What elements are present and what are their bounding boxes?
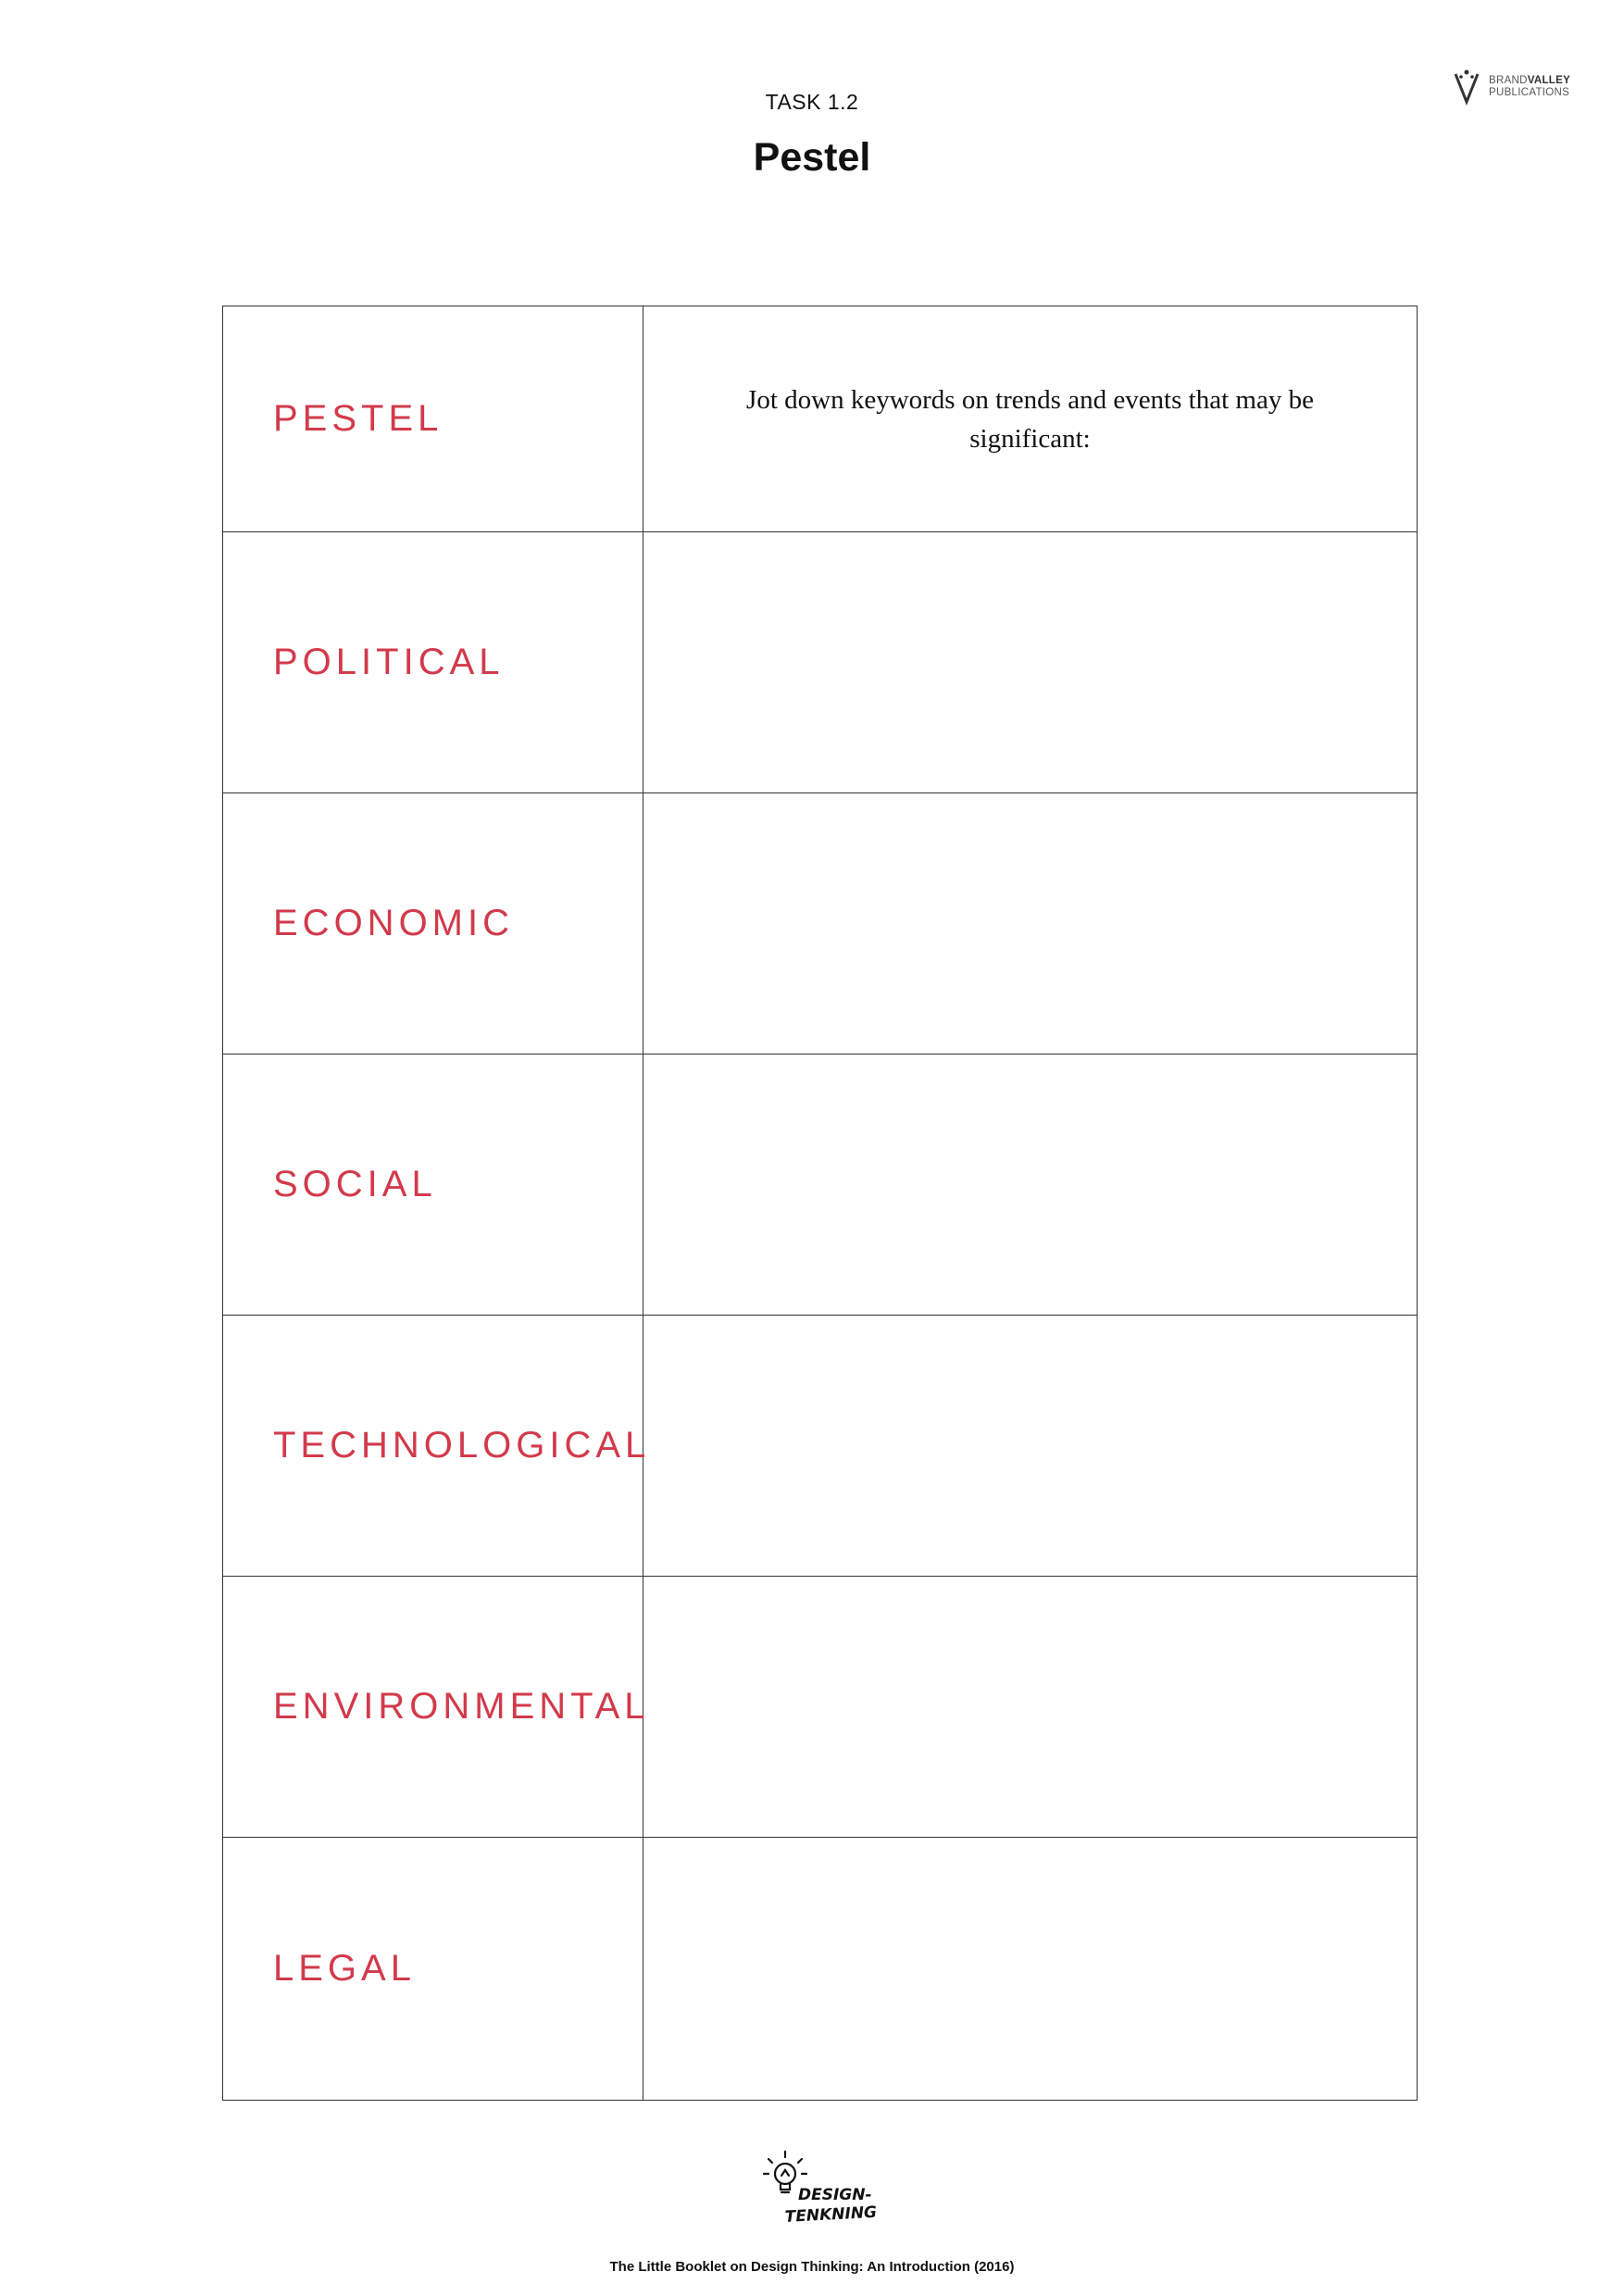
- logo-text-tenkning: TENKNING: [784, 2202, 878, 2227]
- design-tenkning-logo: [761, 2146, 881, 2231]
- table-row: [223, 1577, 1418, 1838]
- row-label-environmental: ENVIRONMENTAL: [223, 1577, 643, 1838]
- table-row: [223, 1054, 1418, 1316]
- logo-text-design: DESIGN-: [798, 2186, 872, 2204]
- table-row: [223, 1838, 1418, 2101]
- table-row: [223, 1316, 1418, 1577]
- row-label-social: SOCIAL: [223, 1054, 643, 1316]
- notes-field-social[interactable]: [643, 1054, 1418, 1316]
- logo-brand: BRAND: [1489, 75, 1528, 86]
- logo-publications: PUBLICATIONS: [1489, 87, 1570, 98]
- task-number: TASK 1.2: [765, 90, 859, 114]
- notes-field-economic[interactable]: [643, 793, 1418, 1054]
- page-title: Pestel: [753, 135, 871, 180]
- table-row: [223, 793, 1418, 1054]
- footer-citation: The Little Booklet on Design Thinking: An Introduction (2016): [609, 2259, 1015, 2275]
- notes-field-political[interactable]: [643, 532, 1418, 793]
- row-label-technological: TECHNOLOGICAL: [223, 1316, 643, 1577]
- instruction-text: Jot down keywords on trends and events that may be significant:: [643, 306, 1418, 532]
- row-label-legal: LEGAL: [223, 1838, 643, 2101]
- table-row: [223, 532, 1418, 793]
- notes-field-environmental[interactable]: [643, 1577, 1418, 1838]
- row-label-political: POLITICAL: [223, 532, 643, 793]
- notes-field-technological[interactable]: [643, 1316, 1418, 1577]
- row-label-economic: ECONOMIC: [223, 793, 643, 1054]
- logo-valley: VALLEY: [1527, 75, 1571, 86]
- pestel-heading: PESTEL: [223, 306, 643, 532]
- pestel-table: [222, 306, 1418, 2101]
- notes-field-legal[interactable]: [643, 1838, 1418, 2101]
- table-header-row: [223, 306, 1418, 532]
